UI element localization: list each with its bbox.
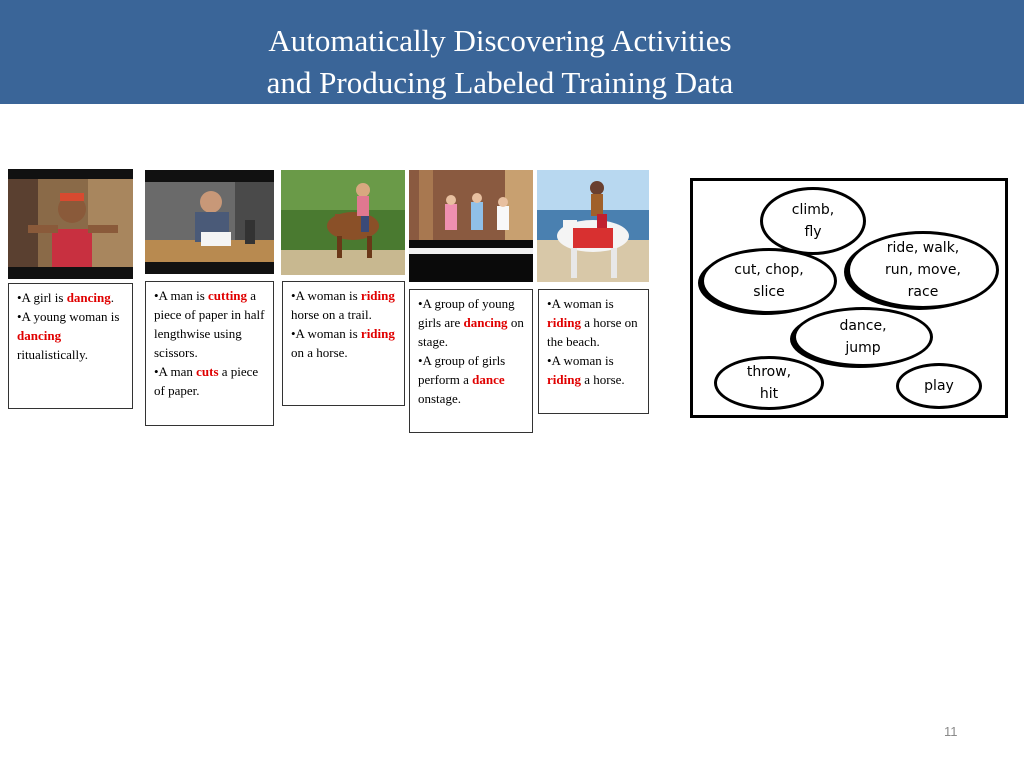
activity-clusters-panel <box>690 178 1008 418</box>
woman-riding-horse-trail-photo <box>281 170 405 275</box>
cluster-play: play <box>896 363 982 409</box>
caption-line: •A woman is riding a horse. <box>547 353 625 387</box>
activity-keyword: dance <box>472 372 505 387</box>
caption-line: •A woman is riding horse on a trail. <box>291 288 395 322</box>
girls-dancing-stage-photo <box>409 170 533 282</box>
title-line-2: and Producing Labeled Training Data <box>266 65 734 100</box>
woman-riding-horse-beach-photo <box>537 170 649 282</box>
cluster-ride-walk: ride, walk, run, move, race <box>847 231 999 309</box>
caption-box-2 <box>145 281 274 426</box>
activity-keyword: cuts <box>196 364 219 379</box>
page-number: 11 <box>944 724 958 739</box>
activity-keyword: riding <box>360 326 395 341</box>
slide-title <box>0 20 1000 104</box>
caption-box-4 <box>409 289 533 433</box>
cluster-climb-fly: climb, fly <box>760 187 866 255</box>
man-cutting-paper-photo <box>145 170 274 274</box>
title-banner <box>0 0 1024 104</box>
caption-line: •A group of girls perform a dance onstage. <box>418 353 506 406</box>
cluster-throw-hit: throw, hit <box>714 356 824 410</box>
activity-keyword: cutting <box>208 288 248 303</box>
girl-dancing-photo <box>8 169 133 279</box>
caption-line: •A woman is riding on a horse. <box>291 326 395 360</box>
activity-keyword: riding <box>360 288 395 303</box>
caption-line: •A man cuts a piece of paper. <box>154 364 259 398</box>
caption-box-5 <box>538 289 649 414</box>
cluster-cut-chop: cut, chop, slice <box>701 248 837 314</box>
activity-keyword: riding <box>547 372 581 387</box>
activity-keyword: dancing <box>17 328 62 343</box>
caption-line: •A young woman is dancing ritualistically. <box>17 309 120 362</box>
activity-keyword: dancing <box>66 290 111 305</box>
caption-line: •A girl is dancing. <box>17 290 115 305</box>
caption-box-1 <box>8 283 133 409</box>
activity-keyword: dancing <box>463 315 508 330</box>
caption-line: •A group of young girls are dancing on stage. <box>418 296 524 349</box>
caption-line: •A man is cutting a piece of paper in half lengthwise using scissors. <box>154 288 265 360</box>
activity-keyword: riding <box>547 315 581 330</box>
caption-box-3 <box>282 281 405 406</box>
title-line-1: Automatically Discovering Activities <box>268 23 732 58</box>
cluster-dance-jump: dance, jump <box>793 307 933 367</box>
caption-line: •A woman is riding a horse on the beach. <box>547 296 638 349</box>
